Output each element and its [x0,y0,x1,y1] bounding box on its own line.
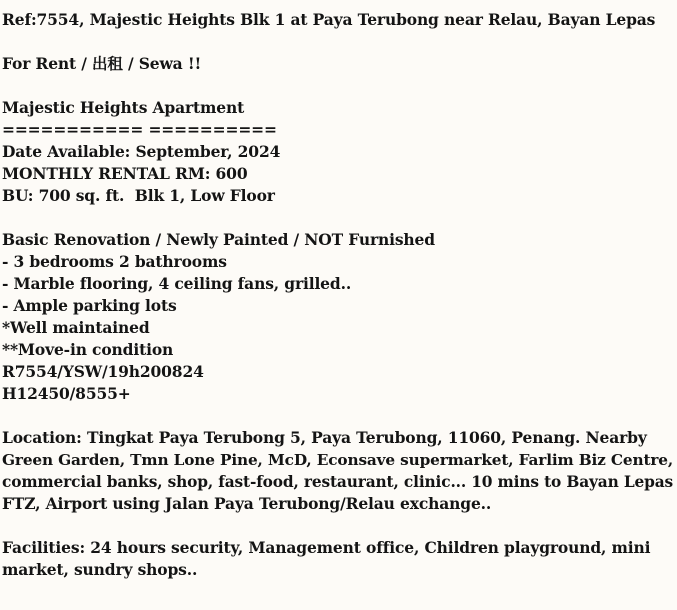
reference-line: Ref:7554, Majestic Heights Blk 1 at Paya Terubong near Relau, Bayan Lepas [2,10,656,29]
location-text: FTZ, Airport using Jalan Paya Terubong/Relau exchange.. [2,494,492,513]
for-rent-line: For Rent / 出租 / Sewa !! [2,54,202,73]
property-name: Majestic Heights Apartment [2,98,245,117]
feature-item: - 3 bedrooms 2 bathrooms [2,252,227,271]
feature-item: - Marble flooring, 4 ceiling fans, grilled.. [2,274,352,293]
spacer [2,75,674,97]
location-text: commercial banks, shop, fast-food, restaurant, clinic... 10 mins to Bayan Lepas [2,473,674,491]
divider-line: =========== ========== [2,120,277,139]
feature-item: *Well maintained [2,318,150,337]
spacer [2,31,674,53]
date-available: Date Available: September, 2024 [2,142,281,161]
built-up-area: BU: 700 sq. ft. Blk 1, Low Floor [2,186,275,205]
listing-code: R7554/YSW/19h200824 [2,362,204,381]
listing-code: H12450/8555+ [2,384,131,403]
spacer [2,207,674,229]
feature-item: **Move-in condition [2,340,174,359]
location-text: Green Garden, Tmn Lone Pine, McD, Econsave supermarket, Farlim Biz Centre, [2,451,674,469]
facilities-text: Facilities: 24 hours security, Management office, Children playground, mini [2,538,651,557]
renovation-line: Basic Renovation / Newly Painted / NOT Furnished [2,230,435,249]
feature-item: - Ample parking lots [2,296,177,315]
listing-document [2,9,674,581]
spacer [2,515,674,537]
monthly-rental: MONTHLY RENTAL RM: 600 [2,164,248,183]
location-text: Location: Tingkat Paya Terubong 5, Paya Terubong, 11060, Penang. Nearby [2,428,647,447]
facilities-text: market, sundry shops.. [2,560,198,579]
spacer [2,405,674,427]
